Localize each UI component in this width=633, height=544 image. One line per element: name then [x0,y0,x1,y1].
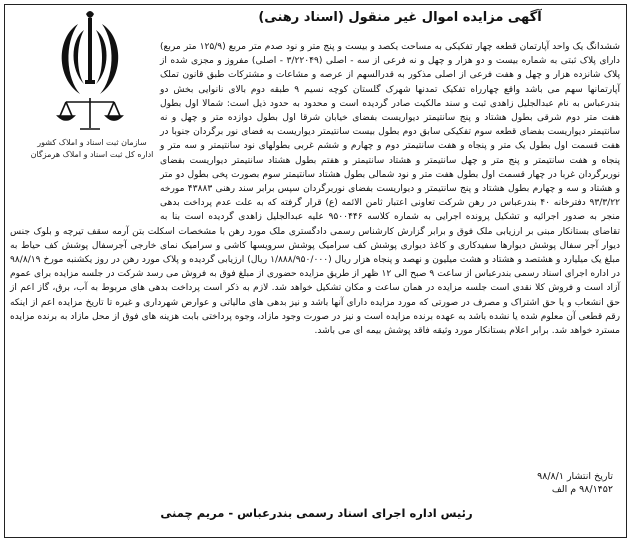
notice-title: آگهی مزایده اموال غیر منقول (اسناد رهنی) [258,10,542,25]
publication-date: تاریخ انتشار ۹۸/۸/۱ [537,471,613,482]
emblem-spacer [10,40,160,215]
org-name-line2: اداره کل ثبت اسناد و املاک هرمزگان [30,150,154,159]
signature-line: رئیس اداره اجرای اسناد رسمی بندرعباس - مریم چمنی [160,506,473,520]
publication-info [537,470,613,496]
notice-body: ششدانگ یک واحد آپارتمان قطعه چهار تفکیکی به مساحت یکصد و بیست و پنج متر و نود صدم متر مربع (۱۲۵/۹ متر مربع) دارای پلاک ثبتی به شماره بیست و دو هزار و چهل و نه فرعی از سه - اصلی (۳/۲۲۰۴۹ - اصلی) مفروز و مجزی شده از پلاک شانزده هزار و چهل و هفت فرعی از اصلی مذکور به قدرالسهم از عرصه و مشاعات و مشترکات طبق قانون تملک آپارتمانها سهم می باشد واقع چهارراه تفکیک تمدنها شهرک گلستان کوچه نسیم ۹ طبقه دوم بالای نانوایی بخش دو بندرعباس به نام عبدالجلیل زاهدی ثبت و سند مالکیت صادر گردیده است و محدود به حدود ذیل است: شمالا اول بطول هفت متر دوم شرقی بطول هشتاد و پنج سانتیمتر دیواریست بفضای خیابان شرقا اول بطول دوازده متر و چهل و نه سانتیمتر دیواریست بفضای قطعه سوم تفکیکی سابق دوم بطول بیست سانتیمتر دیواریست به فضای نور برگردان جنوبا در هفت قسمت اول بطول یک متر و پنجاه و هفت سانتیمتر دوم و چهارم و ششم غربی بطولهای نود سانتیمتر و سه متر و پنجاه و هفت سانتیمتر و پنج متر و چهل سانتیمتر و هشتاد سانتیمتر و هفتم بطول هشتاد سانتیمتر دیواریست بفضای نوربرگردان غربا در چهار قسمت اول بطول هفت متر و نود شمالی بطول هشتاد سانتیمتر سوم بصورت پخی بطول دو متر و هشتاد و سه و چهارم بطول هشتاد و پنج سانتیمتر و دیواریست بفضای نوربرگردان سپس برابر سند رهنی ۴۳۸۸۳ مورخه ۹۳/۳/۲۲ دفترخانه ۴۰ بندرعباس در رهن شرکت تعاونی اعتبار ثامن الائمه (ع) قرار گرفته که به علت عدم پرداخت بدهی منجر به صدور اجرائیه و تشکیل پرونده اجرایی به شماره کلاسه ۹۵۰۰۴۴۶ علیه عبدالجلیل زاهدی گردیده است بنا به تقاضای بستانکار مبنی بر ارزیابی ملک فوق و برابر گزارش کارشناس رسمی دادگستری ملک مورد رهن با مشخصات اسکلت بتن آرمه سقف تیرچه و بلوک جنس دیوار آجر سفال پوشش دیوارها سفیدکاری و کاغذ دیواری پوشش کف سرامیک پوشش سرویسها کاشی و سرامیک نمای خارجی آجرسفال پوشش کف حیاط به مبلغ یک میلیارد و هشتصد و هشتاد و هشت میلیون و نهصد و پنجاه هزار ریال (۱/۸۸۸/۹۵۰/۰۰۰ ریال) ارزیابی گردیده و پلاک مورد رهن در روز یکشنبه مورخ ۹۸/۸/۱۹ در اداره اجرای اسناد رسمی بندرعباس از ساعت ۹ صبح الی ۱۲ ظهر از طریق مزایده حضوری از مبلغ فوق به فروش می رسد شرکت در جلسه مزایده برای عموم آزاد است و فروش کلا نقدی است جلسه مزایده در همان ساعت و مکان تشکیل خواهد شد. لازم به ذکر است پرداخت بدهی های مربوط به آب، برق، گاز اعم از حق انشعاب و یا حق اشتراک و مصرف در صورتی که مورد مزایده دارای آنها باشد و نیز بدهی های مالیاتی و عوارض شهرداری و غیره تا تاریخ مزایده اعم از اینکه رقم قطعی آن معلوم شده یا نشده باشد به عهده برنده مزایده است و نیز در صورت وجود مازاد، وجوه پرداختی بابت هزینه های فوق از محل مازاد به برنده مزایده مسترد خواهد شد. برابر اعلام بستانکار مورد وثیقه فاقد پوشش بیمه ای می باشد. [10,42,621,337]
notice-body-container [10,40,620,470]
org-name-line1: سازمان ثبت اسناد و املاک کشور [37,138,147,147]
reference-number: ۹۸/۱۴۵۲ م الف [551,484,613,495]
